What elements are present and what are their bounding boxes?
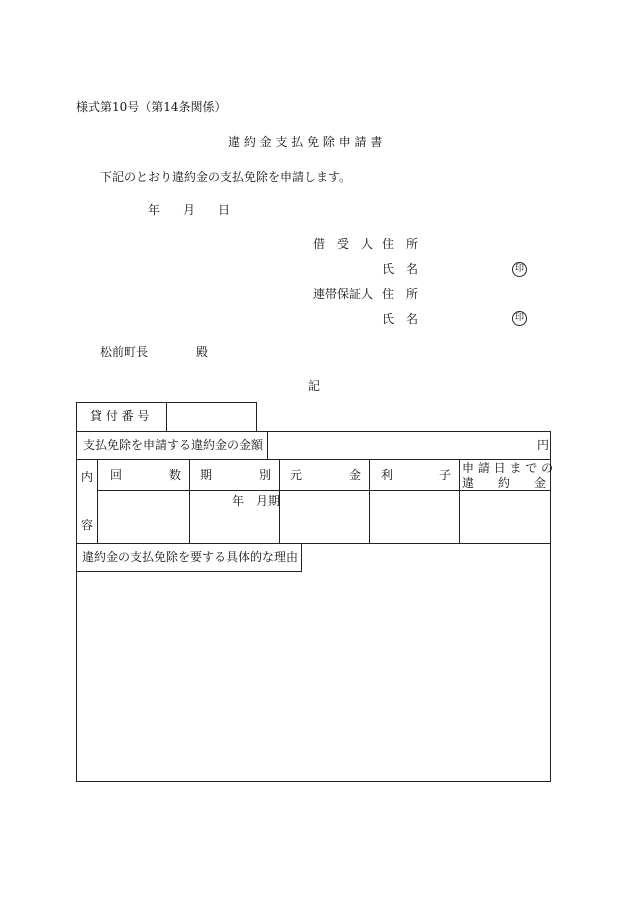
seal-icon: 印 bbox=[512, 311, 527, 326]
intro-text: 下記のとおり違約金の支払免除を申請します。 bbox=[100, 170, 352, 184]
month-label: 月 bbox=[183, 203, 196, 217]
col-principal-a: 元 bbox=[290, 468, 303, 482]
seal-icon: 印 bbox=[512, 262, 527, 277]
guarantor-role: 連帯保証人 bbox=[313, 287, 374, 301]
borrower-name-label: 氏 名 bbox=[382, 262, 419, 276]
col-times-b: 数 bbox=[169, 468, 182, 482]
ki-heading: 記 bbox=[308, 379, 321, 393]
guarantor-address-label: 住 所 bbox=[382, 287, 419, 301]
divider bbox=[76, 459, 551, 460]
interest-cell[interactable] bbox=[370, 491, 458, 542]
col-interest-a: 利 bbox=[381, 468, 394, 482]
loan-number-label: 貸 付 番 号 bbox=[90, 409, 150, 423]
principal-cell[interactable] bbox=[280, 491, 368, 542]
times-cell[interactable] bbox=[98, 491, 188, 542]
amount-unit: 円 bbox=[537, 438, 550, 452]
form-number: 様式第10号（第14条関係） bbox=[76, 100, 227, 114]
addressee-name: 松前町長 bbox=[100, 345, 149, 359]
loan-number-field[interactable] bbox=[167, 403, 256, 431]
amount-field[interactable] bbox=[268, 432, 530, 458]
col-interest-b: 子 bbox=[439, 468, 452, 482]
addressee-honorific: 殿 bbox=[196, 345, 209, 359]
content-label-bottom: 容 bbox=[81, 518, 94, 532]
guarantor-name-label: 氏 名 bbox=[382, 312, 419, 326]
col-penalty-line2: 違 約 金 bbox=[462, 476, 547, 490]
document-title: 違 約 金 支 払 免 除 申 請 書 bbox=[228, 135, 383, 149]
reason-field[interactable] bbox=[77, 573, 550, 781]
borrower-address-label: 住 所 bbox=[382, 237, 419, 251]
col-principal-b: 金 bbox=[349, 468, 362, 482]
day-label: 日 bbox=[218, 203, 231, 217]
col-period-b: 別 bbox=[259, 468, 272, 482]
year-label: 年 bbox=[148, 203, 161, 217]
borrower-role: 借 受 人 bbox=[313, 237, 374, 251]
amount-label: 支払免除を申請する違約金の金額 bbox=[83, 438, 264, 452]
col-times-a: 回 bbox=[110, 468, 123, 482]
period-cell[interactable] bbox=[190, 491, 281, 542]
penalty-cell[interactable] bbox=[460, 491, 550, 542]
reason-label: 違約金の支払免除を要する具体的な理由 bbox=[82, 550, 299, 564]
col-penalty-line1: 申 請 日 ま で の bbox=[462, 461, 554, 475]
period-value: 年 月期 bbox=[232, 494, 281, 508]
content-label-top: 内 bbox=[81, 470, 94, 484]
col-period-a: 期 bbox=[200, 468, 213, 482]
